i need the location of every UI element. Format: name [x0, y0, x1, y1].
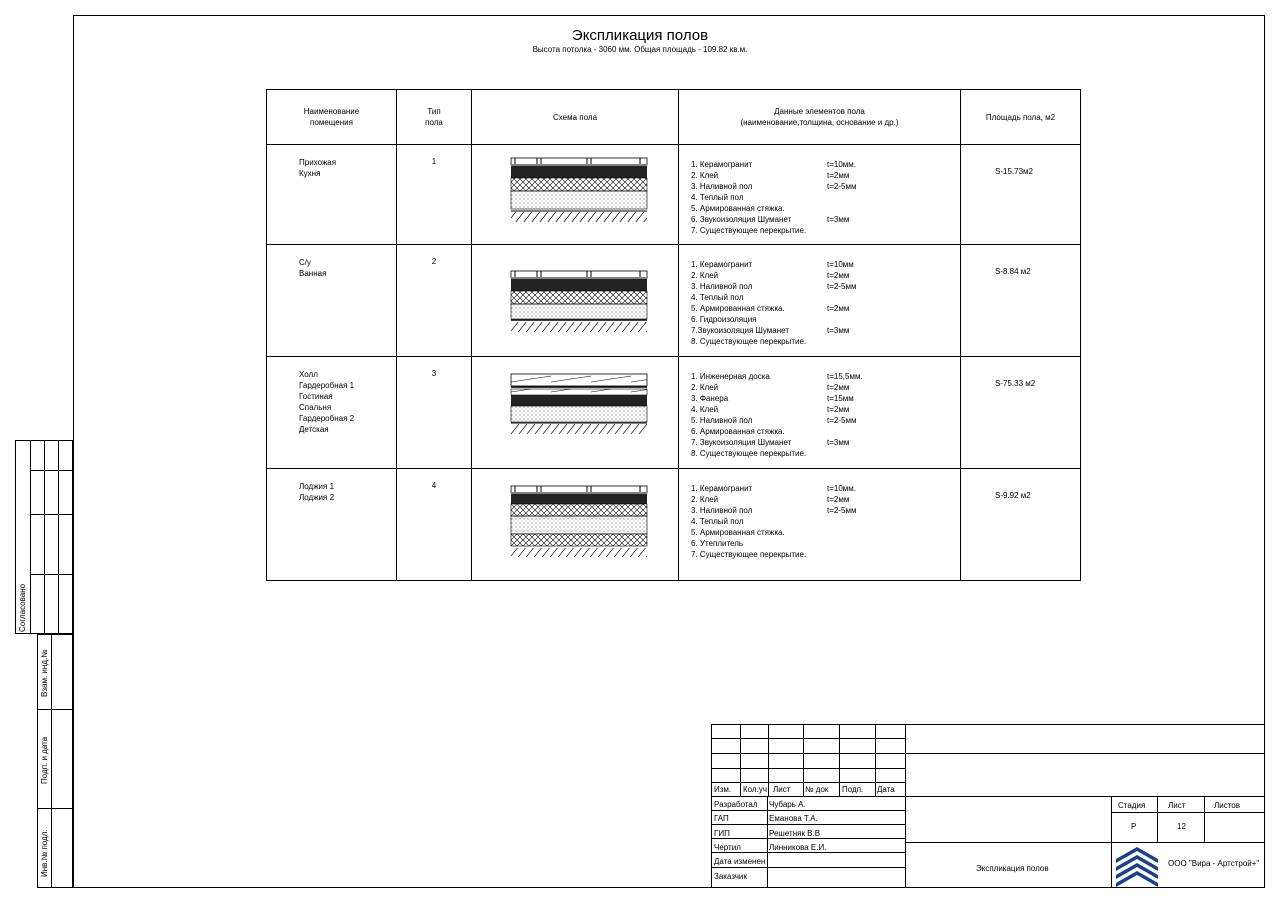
title-block-line — [905, 753, 1265, 754]
layer-name: 2. Клей — [691, 495, 719, 504]
list-item — [691, 448, 863, 459]
title-block-line — [711, 810, 905, 811]
role-name: Линникова Е.И. — [769, 842, 827, 852]
title-block — [711, 724, 1265, 888]
layer-name: 3. Наливной пол — [691, 506, 753, 515]
title-block-line — [803, 724, 804, 796]
layer-name: 6. Гидроизоляция — [691, 315, 757, 324]
list-item — [691, 314, 856, 325]
page-title: Экспликация полов — [571, 27, 709, 44]
role-label: Чертил — [714, 842, 741, 852]
schema-cell — [472, 145, 679, 245]
role-label: ГАП — [714, 814, 729, 824]
list-item — [691, 382, 863, 393]
type-cell — [397, 245, 472, 357]
layer-thickness: t=3мм — [827, 215, 850, 224]
list-item — [691, 170, 856, 181]
list-item — [691, 393, 863, 404]
title-block-line — [711, 782, 905, 783]
room-names: Лоджия 1 Лоджия 2 — [299, 482, 335, 502]
title-block-line — [711, 867, 905, 868]
list-item — [691, 181, 856, 192]
area-cell — [961, 357, 1081, 469]
layer-name: 5. Армированная стяжка. — [691, 304, 785, 313]
layer-thickness: t=2-5мм — [827, 506, 857, 515]
role-name: Решетняк В.В — [769, 828, 821, 838]
floor-section-diagram — [510, 373, 648, 448]
list-item — [691, 292, 856, 303]
table-header-row — [267, 90, 1081, 145]
list-item — [691, 159, 856, 170]
layer-thickness: t=2мм — [827, 495, 850, 504]
layer-thickness: t=2мм — [827, 383, 850, 392]
list-item — [691, 225, 856, 236]
title-block-line — [905, 724, 906, 796]
floor-area: S-8.84 м2 — [995, 267, 1031, 276]
layers-cell — [679, 357, 961, 469]
list-item — [691, 483, 856, 494]
floor-section-diagram — [510, 270, 648, 345]
layer-name: 3. Фанера — [691, 394, 729, 403]
title-block-line — [711, 738, 905, 739]
list-item — [691, 203, 856, 214]
list-item — [691, 516, 856, 527]
header-schema: Схема пола — [472, 90, 679, 145]
layer-thickness: t=15,5мм. — [827, 372, 863, 381]
layer-name: 2. Клей — [691, 271, 719, 280]
table-row — [267, 469, 1081, 581]
table-row — [267, 357, 1081, 469]
layer-name: 2. Клей — [691, 171, 719, 180]
list-item — [691, 303, 856, 314]
role-label: ГИП — [714, 828, 730, 838]
layer-name: 6. Звукоизоляция Шуманет — [691, 215, 792, 224]
layer-name: 4. Теплый пол — [691, 193, 744, 202]
layer-thickness: t=3мм — [827, 326, 850, 335]
schema-cell — [472, 245, 679, 357]
agreed-label: Согласовано — [18, 583, 27, 632]
table-row — [267, 145, 1081, 245]
list-item — [691, 270, 856, 281]
layer-name: 8. Существующее перекрытие. — [691, 449, 807, 458]
layer-thickness: t=10мм. — [827, 160, 857, 169]
title-block-line — [839, 724, 840, 796]
layer-name: 5. Армированная стяжка. — [691, 528, 785, 537]
layer-thickness: t=2-5мм — [827, 416, 857, 425]
list-item — [691, 336, 856, 347]
title-block-line — [1204, 796, 1205, 842]
layer-name: 6. Армированная стяжка. — [691, 427, 785, 436]
layer-thickness: t=15мм — [827, 394, 854, 403]
list-item — [691, 426, 863, 437]
layer-list — [691, 371, 863, 459]
list-item — [691, 371, 863, 382]
list-item — [691, 505, 856, 516]
title-block-line — [905, 796, 1265, 797]
layer-name: 2. Клей — [691, 383, 719, 392]
layer-name: 4. Клей — [691, 405, 719, 414]
layer-list — [691, 483, 856, 560]
title-block-line — [711, 838, 905, 839]
floor-explication-table — [266, 89, 1081, 581]
sheet-label: Лист — [1168, 801, 1186, 810]
drawing-name: Экспликация полов — [976, 864, 1049, 873]
title-block-line — [740, 724, 741, 796]
layer-name: 8. Существующее перекрытие. — [691, 337, 807, 346]
column-header: Дата — [877, 785, 895, 794]
layer-name: 4. Теплый пол — [691, 293, 744, 302]
layer-name: 4. Теплый пол — [691, 517, 744, 526]
layer-thickness: t=2мм — [827, 271, 850, 280]
layer-thickness: t=10мм. — [827, 484, 857, 493]
stage-label: Стадия — [1118, 801, 1146, 810]
column-header: № док — [805, 785, 829, 794]
title-block-line — [711, 753, 905, 754]
layers-cell — [679, 145, 961, 245]
layer-thickness: t=2-5мм — [827, 182, 857, 191]
schema-cell — [472, 469, 679, 581]
layer-name: 7. Существующее перекрытие. — [691, 550, 807, 559]
room-cell — [267, 357, 397, 469]
header-data: Данные элементов пола (наименование,толщина, основание и др.) — [679, 90, 961, 145]
header-area: Площадь пола, м2 — [961, 90, 1081, 145]
floor-area: S-75.33 м2 — [995, 379, 1036, 388]
room-names: Прихожая Кухня — [299, 158, 337, 178]
table-row — [267, 245, 1081, 357]
list-item — [691, 549, 856, 560]
title-block-line — [711, 796, 905, 797]
layer-thickness: t=10мм — [827, 260, 854, 269]
title-block-line — [711, 724, 1265, 725]
floor-area: S-15.73м2 — [995, 167, 1033, 176]
layer-thickness: t=3мм — [827, 438, 850, 447]
role-name: Еманова Т.А. — [769, 814, 818, 824]
list-item — [691, 214, 856, 225]
role-label: Заказчик — [714, 871, 747, 881]
layer-name: 6. Утеплитель — [691, 539, 744, 548]
list-item — [691, 415, 863, 426]
layer-name: 3. Наливной пол — [691, 182, 753, 191]
title-block-line — [1157, 796, 1158, 842]
room-cell — [267, 469, 397, 581]
layer-name: 1. Керамогранит — [691, 484, 753, 493]
list-item — [691, 437, 863, 448]
layer-thickness: t=2-5мм — [827, 282, 857, 291]
floor-type-number: 1 — [431, 157, 437, 166]
layer-thickness: t=2мм — [827, 304, 850, 313]
column-header: Кол.уч — [743, 785, 767, 794]
floor-type-number: 2 — [431, 257, 437, 266]
page-subtitle: Высота потолка - 3060 мм. Общая площадь - 109.82 кв.м. — [532, 45, 748, 54]
floor-area: S-9.92 м2 — [995, 491, 1031, 500]
title-block-line — [711, 724, 712, 888]
room-names: С/у Ванная — [299, 258, 327, 278]
layer-name: 1. Инженерная доска — [691, 372, 770, 381]
sheet-value: 12 — [1177, 822, 1186, 831]
room-names: Холл Гардеробная 1 Гостиная Спальня Гардеробная 2 Детская — [299, 370, 355, 434]
layer-name: 7.Звукоизоляция Шуманет — [691, 326, 789, 335]
schema-cell — [472, 357, 679, 469]
type-cell — [397, 469, 472, 581]
layer-thickness: t=2мм — [827, 405, 850, 414]
title-block-line — [905, 842, 1265, 843]
layer-thickness: t=2мм — [827, 171, 850, 180]
stage-value: Р — [1131, 822, 1137, 831]
floor-type-number: 4 — [431, 481, 437, 490]
layer-name: 5. Наливной пол — [691, 416, 753, 425]
column-header: Лист — [773, 785, 791, 794]
list-item — [691, 192, 856, 203]
title-block-line — [1111, 796, 1112, 888]
header-room: Наименование помещения — [267, 90, 397, 145]
title-block-line — [1111, 812, 1265, 813]
list-item — [691, 281, 856, 292]
area-cell — [961, 245, 1081, 357]
column-header: Изм. — [714, 785, 732, 794]
title-block-line — [875, 724, 876, 796]
title-block-line — [711, 768, 905, 769]
layers-cell — [679, 469, 961, 581]
list-item — [691, 494, 856, 505]
room-cell — [267, 245, 397, 357]
company-logo-icon — [1116, 845, 1158, 887]
type-cell — [397, 145, 472, 245]
floor-section-diagram — [510, 485, 648, 560]
list-item — [691, 404, 863, 415]
sign-date-label: Подп. и дата — [40, 736, 49, 784]
title-block-line — [711, 852, 905, 853]
layer-name: 1. Керамогранит — [691, 160, 753, 169]
role-label: Разработал — [714, 800, 758, 809]
header-type: Тип пола — [397, 90, 472, 145]
column-header: Подп. — [842, 785, 864, 794]
list-item — [691, 259, 856, 270]
floor-section-diagram — [510, 157, 648, 232]
layer-name: 7. Существующее перекрытие. — [691, 226, 807, 235]
layer-name: 7. Звукоизоляция Шуманет — [691, 438, 792, 447]
layer-name: 5. Армированная стяжка. — [691, 204, 785, 213]
layers-cell — [679, 245, 961, 357]
inv-orig-label: Инв.№ подл. — [40, 829, 49, 877]
role-name: Чубарь А. — [769, 800, 806, 809]
role-label: Дата изменен — [714, 857, 766, 867]
company-name: ООО "Вира - Артстрой+" — [1168, 859, 1260, 868]
layer-name: 1. Керамогранит — [691, 260, 753, 269]
list-item — [691, 538, 856, 549]
list-item — [691, 527, 856, 538]
title-block-line — [711, 824, 905, 825]
type-cell — [397, 357, 472, 469]
sheets-label: Листов — [1214, 801, 1240, 810]
area-cell — [961, 469, 1081, 581]
floor-type-number: 3 — [431, 369, 437, 378]
list-item — [691, 325, 856, 336]
layer-list — [691, 259, 856, 347]
area-cell — [961, 145, 1081, 245]
room-cell — [267, 145, 397, 245]
layer-name: 3. Наливной пол — [691, 282, 753, 291]
title-block-line — [768, 724, 769, 796]
layer-list — [691, 159, 856, 236]
inv-replace-label: Взам. инд.№ — [40, 649, 49, 697]
